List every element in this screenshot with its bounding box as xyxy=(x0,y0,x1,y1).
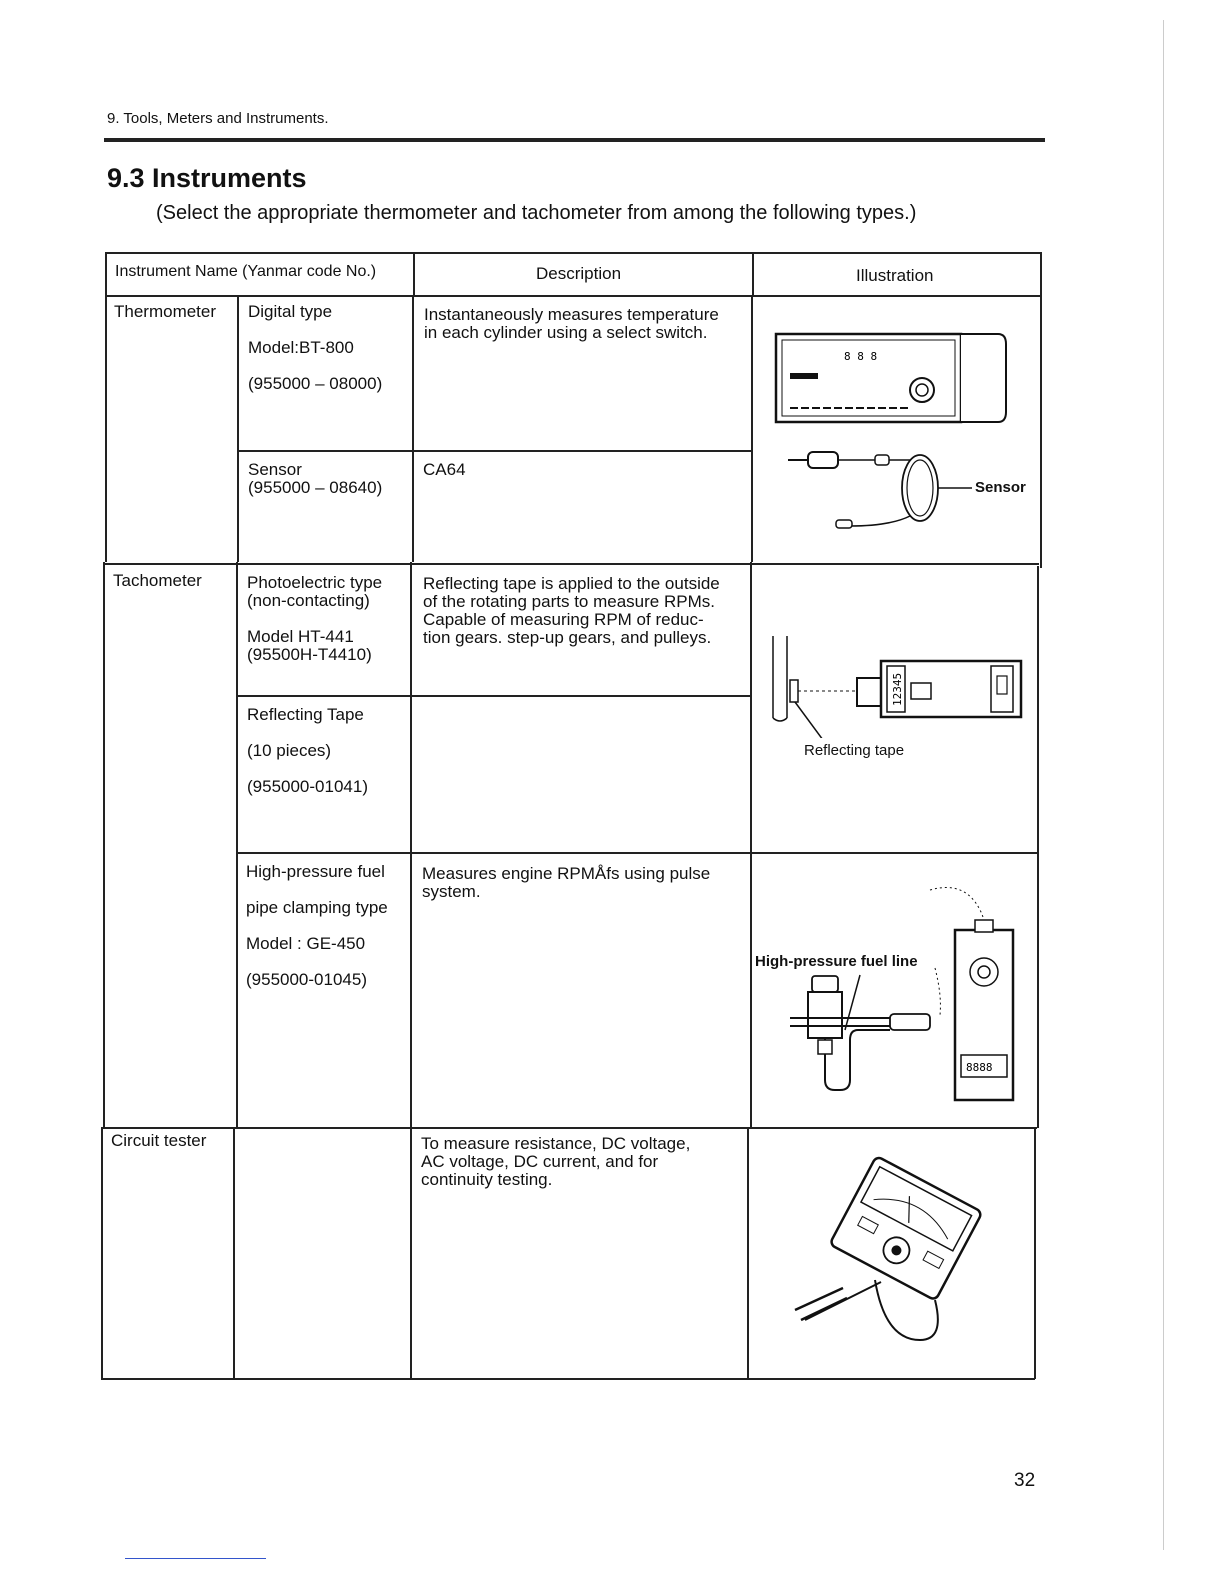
column-header-description: Description xyxy=(536,264,622,283)
tachometer-switch-toggle xyxy=(997,676,1007,694)
section-subtitle: (Select the appropriate thermometer and tachometer from among the following types.) xyxy=(156,202,917,224)
column-divider xyxy=(233,1128,235,1379)
thermometer-probe-holder xyxy=(961,334,1006,422)
name-line: Model:BT-800 xyxy=(248,338,354,357)
clamp-screw xyxy=(818,1040,832,1054)
column-divider xyxy=(747,1128,749,1379)
table-right-border xyxy=(1037,566,1039,1128)
photoelectric-tachometer-illustration xyxy=(765,628,1030,738)
tachometer-sensor-head xyxy=(857,678,883,706)
reflecting-tape-patch xyxy=(790,680,798,702)
column-divider xyxy=(236,562,238,1128)
description-line: in each cylinder using a select switch. xyxy=(424,323,708,342)
row-divider xyxy=(104,563,1039,565)
digital-type-description xyxy=(424,306,719,342)
column-divider xyxy=(237,296,239,562)
table-left-border xyxy=(105,252,107,562)
name-line: (955000 – 08000) xyxy=(248,374,383,393)
reflecting-tape-name xyxy=(247,697,368,805)
table-left-border xyxy=(103,562,105,1128)
description-line: tion gears. step-up gears, and pulleys. xyxy=(423,628,712,647)
table-left-border xyxy=(101,1128,103,1379)
digital-type-name xyxy=(248,294,382,402)
group-circuit-tester: Circuit tester xyxy=(111,1131,207,1150)
circuit-tester-illustration xyxy=(785,1150,985,1365)
name-line: (955000-01041) xyxy=(247,777,368,796)
header-rule xyxy=(104,138,1045,142)
table-bottom-border xyxy=(101,1378,1035,1380)
description-line: Reflecting tape is applied to the outside xyxy=(423,574,720,593)
column-divider xyxy=(750,562,752,1128)
column-divider xyxy=(751,296,753,562)
group-tachometer: Tachometer xyxy=(113,571,202,590)
description-line: Measures engine RPMÅfs using pulse xyxy=(422,864,711,883)
name-line: Reflecting Tape xyxy=(247,705,364,724)
name-line: (10 pieces) xyxy=(247,741,332,760)
description-line: Instantaneously measures temperature xyxy=(424,305,719,324)
name-line: High-pressure fuel xyxy=(246,862,385,881)
sensor-description: CA64 xyxy=(423,460,466,479)
header-bottom-border xyxy=(105,295,1040,297)
thermometer-badge xyxy=(790,373,818,379)
description-line: of the rotating parts to measure RPMs. xyxy=(423,592,715,611)
column-divider xyxy=(413,252,415,296)
multimeter-body xyxy=(829,1156,982,1301)
name-line: Sensor xyxy=(248,460,302,479)
page-number: 32 xyxy=(1014,1470,1036,1491)
fuel-pipe-type-description xyxy=(422,865,710,901)
description-line: To measure resistance, DC voltage, xyxy=(421,1134,691,1153)
photoelectric-type-name xyxy=(247,574,382,664)
test-probe xyxy=(795,1288,843,1310)
footer-rule xyxy=(125,1558,266,1559)
tachometer-button xyxy=(911,683,931,699)
tape-leader-line xyxy=(795,702,823,738)
column-divider xyxy=(410,562,412,1379)
description-line: Capable of measuring RPM of reduc- xyxy=(423,610,704,629)
name-line: (955000-01045) xyxy=(246,970,367,989)
margin-rule xyxy=(1163,20,1164,1550)
pipe-connector xyxy=(890,1014,930,1030)
column-header-illustration: Illustration xyxy=(856,266,934,285)
name-line: Model HT-441 xyxy=(247,627,354,646)
illustration-label-reflecting-tape: Reflecting tape xyxy=(804,742,905,759)
fuel-pipe-tachometer-illustration xyxy=(770,880,1030,1110)
digital-thermometer-illustration xyxy=(770,320,1020,550)
table-top-border xyxy=(105,252,1041,254)
rotating-part-edge xyxy=(773,718,787,721)
section-title: 9.3 Instruments xyxy=(107,163,307,193)
clamp-body xyxy=(808,992,842,1038)
circuit-tester-description xyxy=(421,1135,690,1189)
pulse-meter-connector xyxy=(975,920,993,932)
table-right-border xyxy=(1040,252,1042,568)
column-divider xyxy=(752,252,754,296)
fuel-line-leader xyxy=(845,975,860,1030)
sensor-icon xyxy=(788,452,972,528)
fuel-pipe-type-name xyxy=(246,854,388,998)
table-right-border xyxy=(1034,1128,1036,1379)
description-line: continuity testing. xyxy=(421,1170,553,1189)
clamp-head xyxy=(812,976,838,992)
thermometer-display-reading: 8 8 8 xyxy=(844,350,878,363)
illustration-label-sensor: Sensor xyxy=(975,479,1026,496)
name-line: Model : GE-450 xyxy=(246,934,366,953)
cable-dotted xyxy=(935,968,940,1015)
name-line: pipe clamping type xyxy=(246,898,388,917)
sensor-name xyxy=(248,461,382,497)
name-line: Digital type xyxy=(248,302,333,321)
name-line: (95500H-T4410) xyxy=(247,645,372,664)
name-line: (955000 – 08640) xyxy=(248,478,383,497)
group-thermometer: Thermometer xyxy=(114,302,217,321)
row-divider xyxy=(101,1127,1037,1129)
illustration-label-fuel-line: High-pressure fuel line xyxy=(755,953,918,970)
test-probe xyxy=(801,1298,847,1320)
running-header: 9. Tools, Meters and Instruments. xyxy=(107,110,329,127)
column-divider xyxy=(412,296,414,562)
name-line: Photoelectric type xyxy=(247,573,383,592)
description-line: AC voltage, DC current, and for xyxy=(421,1152,659,1171)
name-line: (non-contacting) xyxy=(247,591,370,610)
column-header-name: Instrument Name (Yanmar code No.) xyxy=(115,263,377,280)
photoelectric-type-description xyxy=(423,575,720,647)
tachometer-display-reading: 12345 xyxy=(891,672,904,706)
row-divider xyxy=(237,450,752,452)
description-line: system. xyxy=(422,882,481,901)
pulse-meter-display-reading: 8888 xyxy=(966,1061,993,1074)
